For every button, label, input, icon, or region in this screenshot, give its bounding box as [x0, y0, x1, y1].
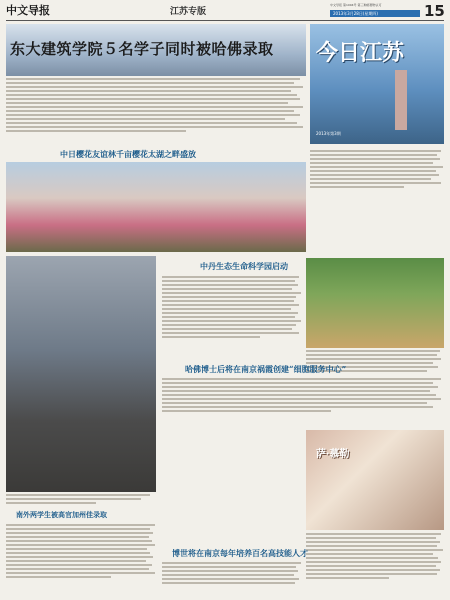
- plum-blossom-title: 中日樱花友谊林千亩樱花太湖之畔盛放: [60, 149, 196, 159]
- tower-illustration: [395, 70, 407, 130]
- date-bar: 2013年3月28日(星期四): [330, 10, 420, 17]
- eco-park-body: [162, 276, 302, 358]
- bosch-body: [162, 562, 302, 596]
- section-title: 江苏专版: [170, 7, 207, 17]
- masthead: 中文导报: [6, 4, 50, 17]
- students-body: [6, 524, 156, 596]
- header-rule: [6, 20, 444, 21]
- ad-brand-text: 萨·慕勒: [316, 449, 350, 460]
- lead-body: [6, 78, 306, 144]
- lead-headline: 东大建筑学院５名学子同时被哈佛录取: [10, 40, 274, 58]
- today-jiangsu-title: 今日江苏: [316, 40, 405, 66]
- left-photo-caption: [6, 494, 156, 506]
- plum-blossom-photo: [6, 162, 306, 252]
- eco-park-photo: [306, 258, 444, 348]
- eco-park-title: 中丹生态生命科学园启动: [200, 261, 288, 271]
- plum-blossom-caption: [310, 150, 444, 250]
- students-title: 南外两学生被高官加州佳录取: [16, 510, 107, 519]
- left-feature-photo: [6, 256, 156, 492]
- bosch-title: 博世将在南京每年培养百名高技能人才: [172, 548, 308, 558]
- cell-service-body: [162, 378, 444, 422]
- ad-caption: [306, 533, 444, 593]
- cell-service-title: 哈佛博士后将在南京祸霞创建“细胞服务中心”: [185, 364, 347, 374]
- issue-label: 2013年第3期: [316, 131, 341, 136]
- issue-meta: 中文导报 第1004号 第三种邮便物认可: [330, 3, 382, 7]
- page-number: 15: [424, 2, 445, 20]
